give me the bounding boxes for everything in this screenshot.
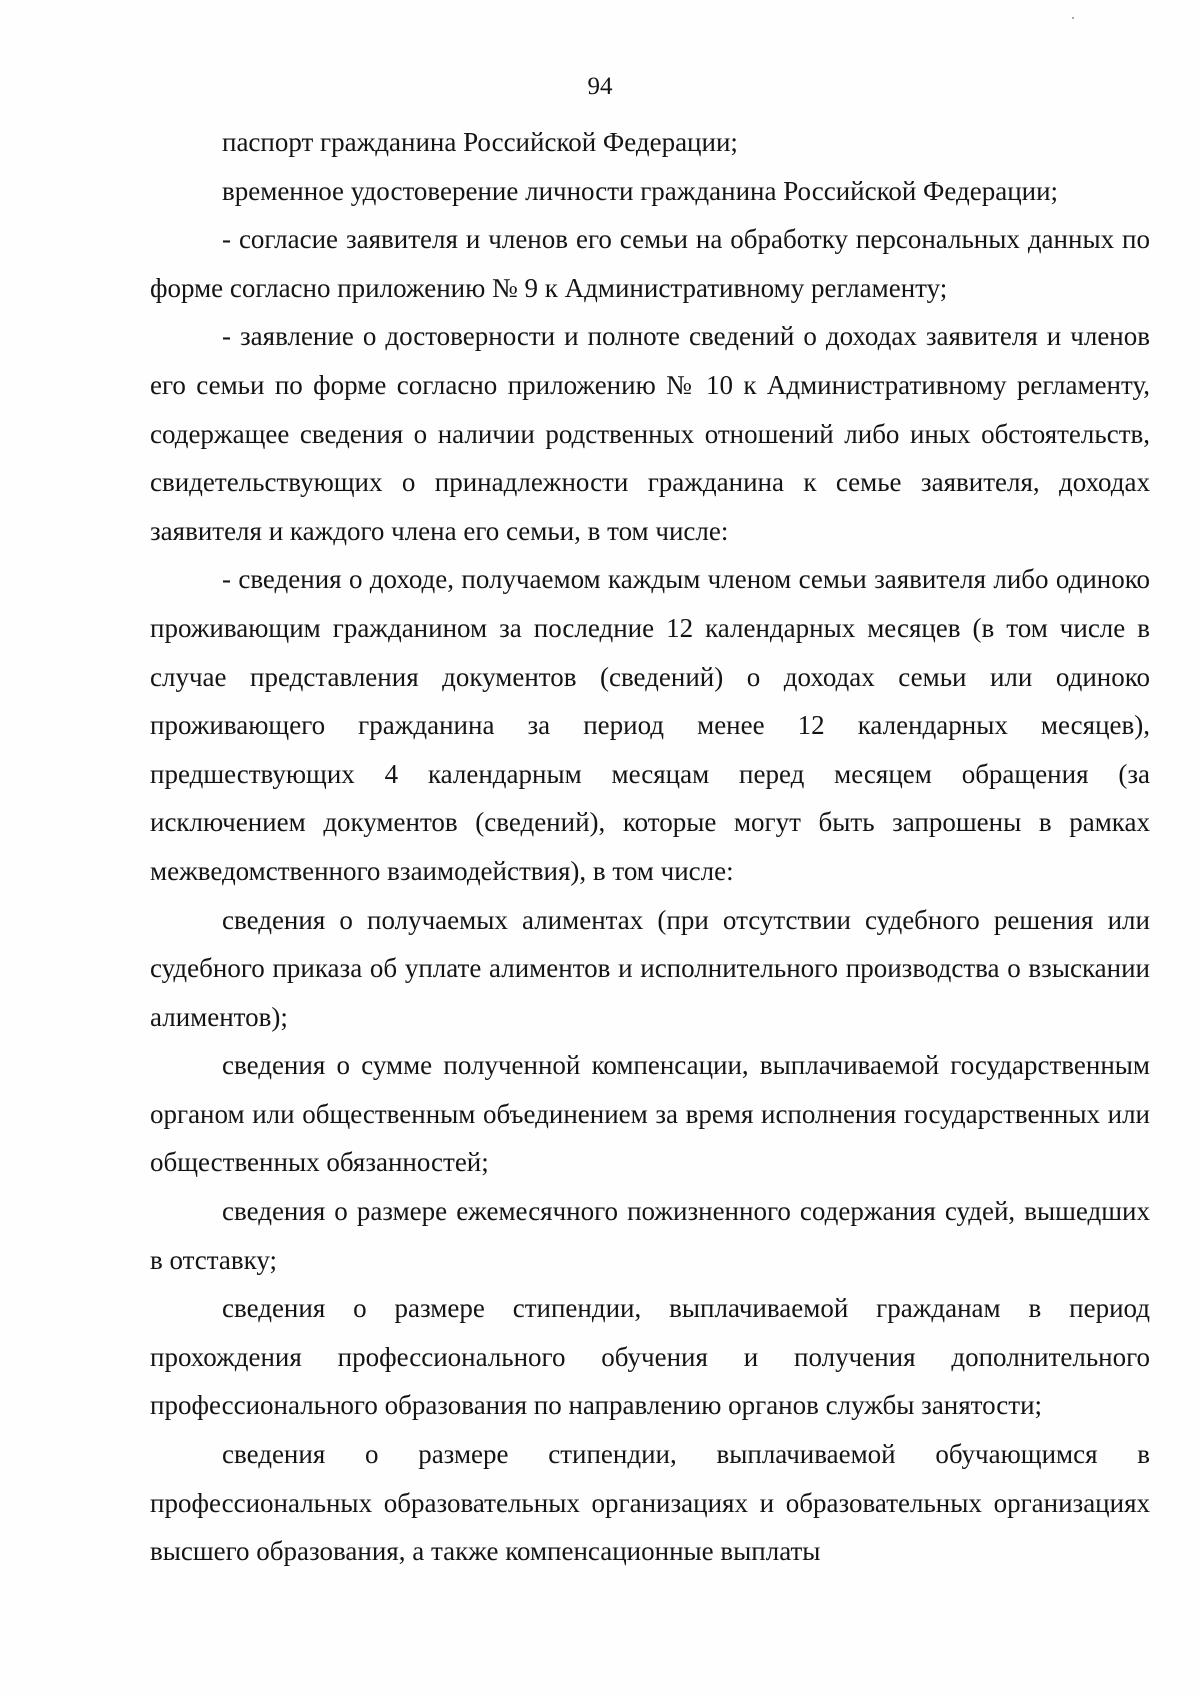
paragraph-judges-allowance: сведения о размере ежемесячного пожизненного содержания судей, вышедших в отставку;	[150, 1196, 1150, 1275]
paragraph-training-stipend: сведения о размере стипендии, выплачиваемой гражданам в период прохождения профессионального обучения и получения дополнительного профессионального образования по направлению органов службы занятости;	[150, 1293, 1150, 1421]
paragraph-alimony: сведения о получаемых алиментах (при отсутствии судебного решения или судебного приказа об уплате алиментов и исполнительного производства о взыскании алиментов);	[150, 904, 1150, 1032]
scan-speck	[1072, 17, 1074, 19]
page-number: 94	[587, 73, 613, 100]
document-body	[150, 118, 1150, 1576]
paragraph-passport: паспорт гражданина Российской Федерации;	[222, 127, 738, 157]
paragraph-temporary-id: временное удостоверение личности гражданина Российской Федерации;	[222, 175, 1059, 206]
paragraph-compensation: сведения о сумме полученной компенсации, выплачиваемой государственным органом или общественным объединением за время исполнения государственных или общественных обязанностей;	[150, 1050, 1150, 1178]
paragraph-income-info: - сведения о доходе, получаемом каждым членом семьи заявителя либо одиноко проживающим гражданином за последние 12 календарных месяцев (в том числе в случае представления документов (сведений) о доходах семьи или одиноко проживающего гражданина за период менее 12 календарных месяцев), предшествующих 4 календарным месяцам перед месяцем обращения (за исключением документов (сведений), которые могут быть запрошены в рамках межведомственного взаимодействия), в том числе:	[150, 564, 1150, 886]
paragraph-consent: - согласие заявителя и членов его семьи на обработку персональных данных по форме согласно приложению № 9 к Административному регламенту;	[150, 224, 1150, 303]
paragraph-student-stipend: сведения о размере стипендии, выплачиваемой обучающимся в профессиональных образовательных организациях и образовательных организациях высшего образования, а также компенсационные выплаты	[150, 1439, 1150, 1567]
paragraph-declaration: - заявление о достоверности и полноте сведений о доходах заявителя и членов его семьи по форме согласно приложению № 10 к Административному регламенту, содержащее сведения о наличии родственных отношений либо иных обстоятельств, свидетельствующих о принадлежности гражданина к семье заявителя, доходах заявителя и каждого члена его семьи, в том числе:	[150, 321, 1150, 546]
